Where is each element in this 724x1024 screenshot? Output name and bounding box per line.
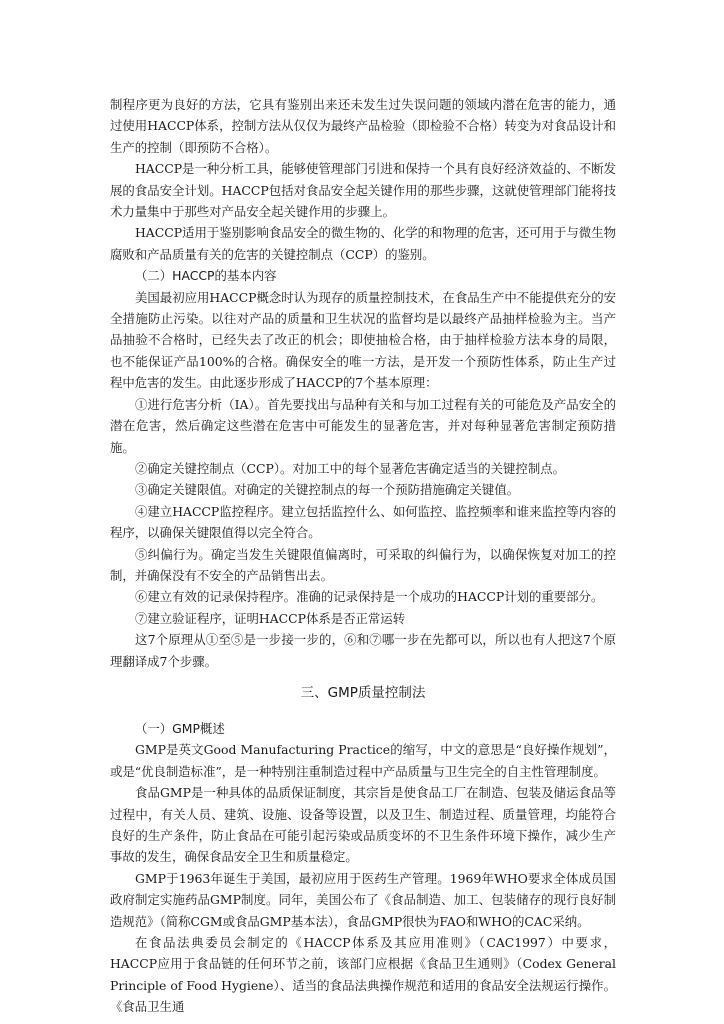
principle-item: ①进行危害分析（IA）。首先要找出与品种有关和与加工过程有关的可能危及产品安全的潜在危害，然后确定这些潜在危害中可能发生的显著危害，并对每种显著危害制定预防措施。 — [110, 396, 616, 455]
principle-item: ④建立HACCP监控程序。建立包括监控什么、如何监控、监控频率和谁来监控等内容的程序，以确保关键限值得以完全符合。 — [110, 503, 616, 541]
paragraph: GMP是英文Good Manufacturing Practice的缩写，中文的意思是“良好操作规划”，或是“优良制造标准”，是一种特别注重制造过程中产品质量与卫生完全的自主性管理制度。 — [110, 742, 616, 779]
principle-item: ⑤纠偏行为。确定当发生关键限值偏离时，可采取的纠偏行为，以确保恢复对加工的控制，并确保没有不安全的产品销售出去。 — [110, 546, 616, 583]
principle-item: ⑦建立验证程序，证明HACCP体系是否正常运转 — [135, 610, 406, 626]
principle-item: ⑥建立有效的记录保持程序。准确的记录保持是一个成功的HACCP计划的重要部分。 — [135, 589, 604, 605]
paragraph: HACCP是一种分析工具，能够使管理部门引进和保持一个具有良好经济效益的、不断发展的食品安全计划。HACCP包括对食品安全起关键作用的那些步骤，这就使管理部门能将技术力量集中于那些对产品安全起关键作用的步骤上。 — [110, 161, 616, 220]
paragraph: 在食品法典委员会制定的《HACCP体系及其应用准则》（CAC1997）中要求，HACCP应用于食品链的任何环节之前，该部门应根据《食品卫生通则》（Codex General Principle of Food Hygiene）、适当的食品法典操作规范和适用的食品安全法规运行操作。《食品卫生通 — [110, 935, 616, 1015]
paragraph: HACCP适用于鉴别影响食品安全的微生物的、化学的和物理的危害，还可用于与微生物腐败和产品质量有关的危害的关键控制点（CCP）的鉴别。 — [110, 225, 616, 262]
paragraph: 这7个原理从①至⑤是一步接一步的，⑥和⑦哪一步在先都可以，所以也有人把这7个原理翻译成7个步骤。 — [110, 632, 616, 669]
chapter-heading: 三、GMP质量控制法 — [300, 684, 426, 701]
section-heading: （一）GMP概述 — [135, 720, 225, 736]
section-heading: （二）HACCP的基本内容 — [135, 268, 277, 284]
document-page — [110, 94, 616, 1018]
paragraph: 制程序更为良好的方法，它具有鉴别出来还未发生过失误问题的领域内潜在危害的能力，通过使用HACCP体系，控制方法从仅仅为最终产品检验（即检验不合格）转变为对食品设计和生产的控制（即预防不合格）。 — [110, 97, 616, 155]
principle-item: ③确定关键限值。对确定的关键控制点的每一个预防措施确定关键值。 — [135, 482, 520, 498]
paragraph: 食品GMP是一种具体的品质保证制度，其宗旨是使食品工厂在制造、包装及储运食品等过程中，有关人员、建筑、设施、设备等设置，以及卫生、制造过程、质量管理，均能符合良好的生产条件，防止食品在可能引起污染或品质变坏的不卫生条件环境下操作，减少生产事故的发生，确保食品安全卫生和质量稳定。 — [110, 785, 616, 865]
paragraph: 美国最初应用HACCP概念时认为现存的质量控制技术，在食品生产中不能提供充分的安全措施防止污染。以往对产品的质量和卫生状况的监督均是以最终产品抽样检验为主。当产品抽验不合格时，已经失去了改正的机会；即使抽检合格，由于抽样检验方法本身的局限，也不能保证产品100%的合格。确保安全的唯一方法，是开发一个预防性体系，防止生产过程中危害的发生。由此逐步形成了HACCP的7个基本原理： — [110, 289, 616, 391]
paragraph: GMP于1963年诞生于美国，最初应用于医药生产管理。1969年WHO要求全体成员国政府制定实施药品GMP制度。同年，美国公布了《食品制造、加工、包装储存的现行良好制造规范》（简称CGM或食品GMP基本法），食品GMP很快为FAO和WHO的CAC采纳。 — [110, 870, 616, 929]
principle-item: ②确定关键控制点（CCP）。对加工中的每个显著危害确定适当的关键控制点。 — [135, 460, 565, 476]
